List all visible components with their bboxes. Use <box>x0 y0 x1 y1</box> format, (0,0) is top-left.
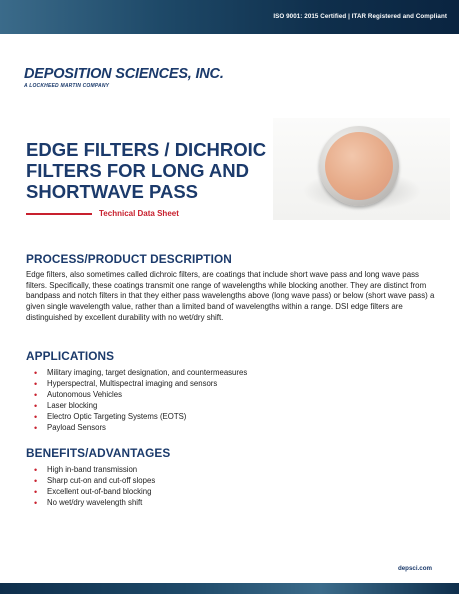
title-line: EDGE FILTERS / DICHROIC <box>26 139 267 160</box>
title-line: SHORTWAVE PASS <box>26 181 199 202</box>
filter-face <box>325 132 393 200</box>
list-item: • Electro Optic Targeting Systems (EOTS) <box>34 412 247 423</box>
list-item: • Excellent out-of-band blocking <box>34 487 155 498</box>
list-item: • High in-band transmission <box>34 465 155 476</box>
title-line: FILTERS FOR LONG AND <box>26 160 250 181</box>
company-logo <box>24 66 224 89</box>
list-item: • Hyperspectral, Multispectral imaging and sensors <box>34 379 247 390</box>
process-description: Edge filters, also sometimes called dichroic filters, are coatings that include short wave pass and long wave pass filters. Specifically, these coatings transmit one range of wavelengths while blocking another. They are distinct from bandpass and notch filters in that they either pass wavelengths above (long wave pass) or below (short wave pass) a given single wavelength value, rather than a limited band of wavelengths within a range. DSI edge filters are distinguished by excellent durability with no wet/dry shift. <box>26 270 435 322</box>
list-item: • Autonomous Vehicles <box>34 390 247 401</box>
list-item: • Laser blocking <box>34 401 247 412</box>
list-item: • Sharp cut-on and cut-off slopes <box>34 476 155 487</box>
doc-type-label: Technical Data Sheet <box>99 209 179 218</box>
certification-text: ISO 9001: 2015 Certified | ITAR Registered and Compliant <box>273 13 447 20</box>
company-name: DEPOSITION SCIENCES, INC. <box>24 66 224 82</box>
footer-url[interactable]: depsci.com <box>397 565 432 572</box>
list-item: • No wet/dry wavelength shift <box>34 498 155 509</box>
applications-heading: APPLICATIONS <box>26 349 115 363</box>
header-bar <box>0 0 459 34</box>
benefits-heading: BENEFITS/ADVANTAGES <box>26 446 171 460</box>
list-item: • Military imaging, target designation, and countermeasures <box>34 368 247 379</box>
list-item: • Payload Sensors <box>34 423 247 434</box>
benefits-list <box>34 465 155 509</box>
company-subtitle: A LOCKHEED MARTIN COMPANY <box>24 83 110 89</box>
doc-type-rule <box>26 213 92 215</box>
applications-list <box>34 368 247 433</box>
process-heading: PROCESS/PRODUCT DESCRIPTION <box>26 252 232 266</box>
page-title <box>26 139 276 202</box>
footer-bar <box>0 583 459 594</box>
